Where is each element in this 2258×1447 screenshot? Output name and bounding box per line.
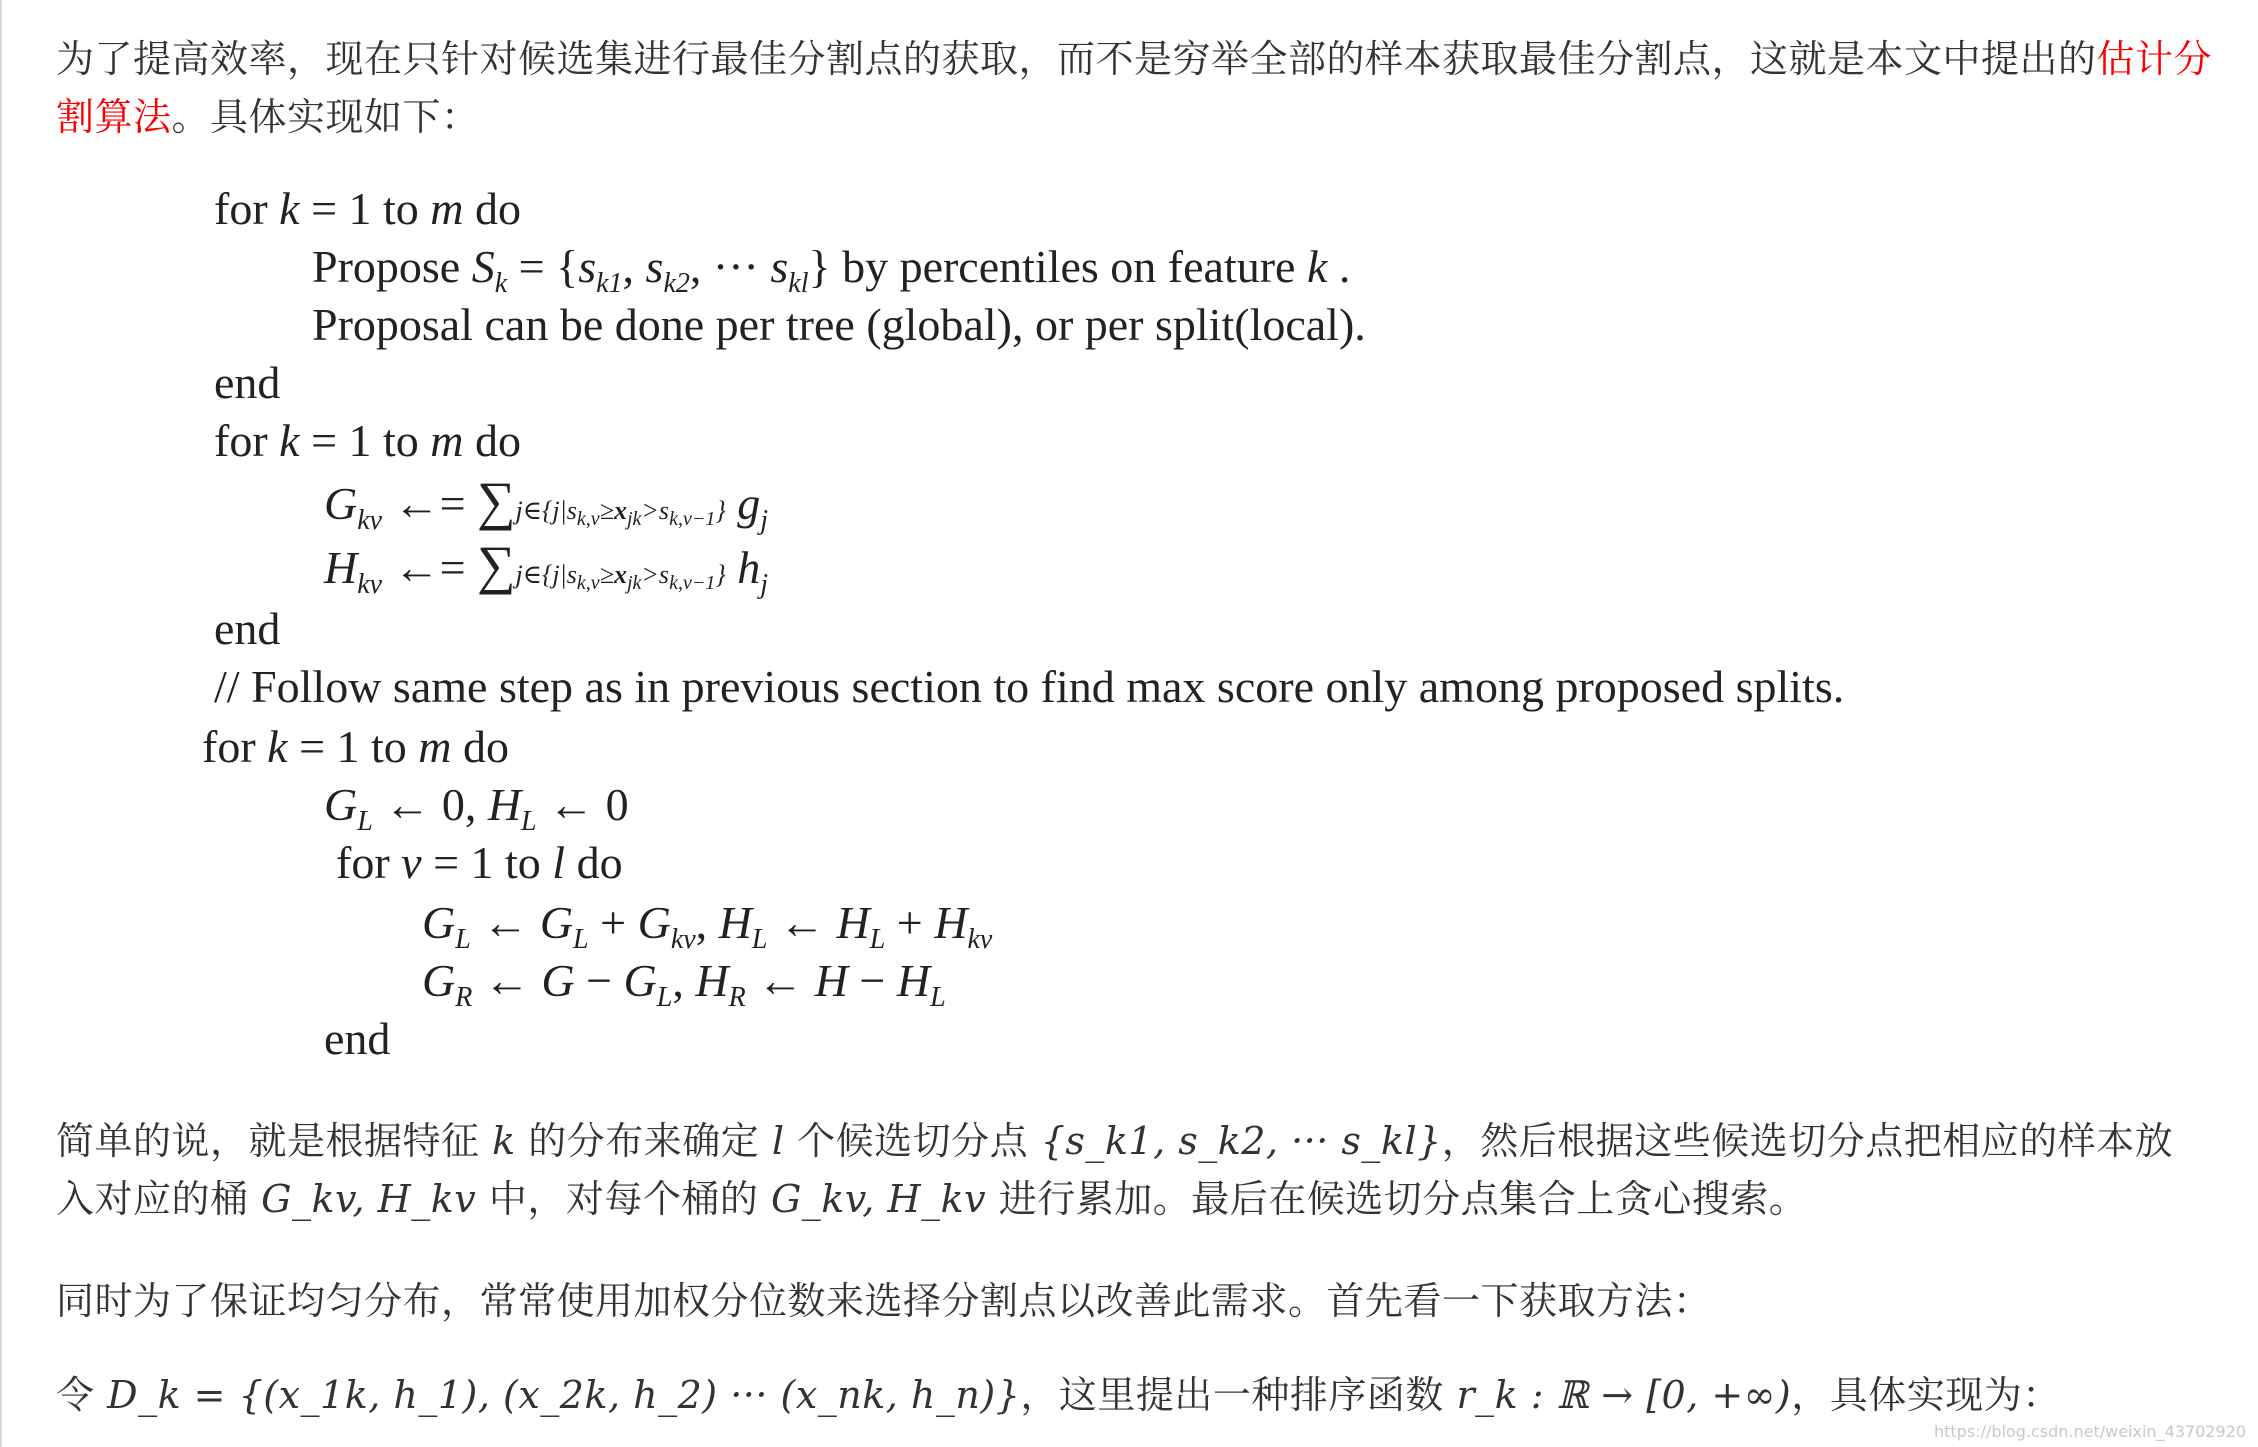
summary-text-2: 的分布来确定 [528,1119,760,1163]
definition-paragraph [56,1366,2216,1424]
math-bucket: G_kv, H_kv [261,1177,477,1221]
summary-paragraph [56,1112,2216,1228]
algo-line-13: $G_L$ ← $G_L + G_{kv}$, $H_L$ ← $H_L + H_{kv}$ [422,897,993,956]
algo-line-8: end [214,603,281,654]
weighted-paragraph [56,1272,2216,1330]
highlight-term: 估计分割算法 [56,37,2213,139]
summary-text-6: 中，对每个桶的 [488,1177,759,1221]
algo-line-15: end [324,1013,391,1064]
algo-line-4: end [214,357,281,408]
summary-text-4: ，然后根据这些候选切分点把相应的样本放 [1441,1119,2174,1163]
weighted-text: 同时为了保证均匀分布，常常使用加权分位数来选择分割点以改善此需求。首先看一下获取方法： [56,1279,1712,1323]
math-rank-function: r_k : ℝ → [0, +∞) [1456,1373,1792,1417]
math-dataset: D_k = {(x_1k, h_1), (x_2k, h_2) ··· (x_nk, h_n)} [107,1373,1021,1417]
definition-prefix: 令 [56,1373,95,1417]
definition-suffix: ，具体实现为： [1791,1373,2061,1417]
algo-line-7: $H_{kv}$ ←= $\sum j\in\{j|s_{k,v}\ge x_{jk}>s_{k,v-1}\}$ $h_j$ [324,535,768,601]
algo-line-10: for k = 1 to m do [202,721,510,772]
algo-line-5: for k = 1 to m do [214,415,522,466]
math-bucket-2: G_kv, H_kv [770,1177,987,1221]
summary-text-7: 进行累加。最后在候选切分点集合上贪心搜索。 [998,1177,1808,1221]
summary-text-1: 简单的说，就是根据特征 [56,1119,480,1163]
intro-text: 为了提高效率，现在只针对候选集进行最佳分割点的获取，而不是穷举全部的样本获取最佳分割点，这就是本文中提出的 [56,37,2097,81]
algo-line-9: // Follow same step as in previous section to find max score only among proposed splits. [214,661,1845,712]
algo-line-14: $G_R$ ← $G - G_L$, $H_R$ ← $H - H_L$ [422,955,946,1014]
algo-line-6: $G_{kv}$ ←= $\sum j\in\{j|s_{k,v}\ge x_{jk}>s_{k,v-1}\}$ $g_j$ [324,471,768,537]
summary-text-3: 个候选切分点 [797,1119,1029,1163]
algo-line-3: Proposal can be done per tree (global), or per split(local). [312,299,1366,350]
summary-text-5: 入对应的桶 [56,1177,249,1221]
algo-line-12: for v = 1 to l do [336,837,623,888]
intro-tail: 。具体实现如下： [171,95,480,139]
definition-mid: ，这里提出一种排序函数 [1020,1373,1444,1417]
algo-line-2: Propose $S_k = \{s_{k1}$, $s_{k2}$, ··· $s_{kl}$} by percentiles on feature k . [312,241,1351,300]
math-candidate-set: {s_k1, s_k2, ··· s_kl} [1040,1119,1442,1163]
algo-line-11: $G_L$ ← 0, $H_L$ ← 0 [324,779,629,838]
math-l: l [771,1119,785,1163]
math-k: k [492,1119,516,1163]
watermark: https://blog.csdn.net/weixin_43702920 [1933,1422,2246,1441]
algo-line-1: for k = 1 to m do [214,183,522,234]
